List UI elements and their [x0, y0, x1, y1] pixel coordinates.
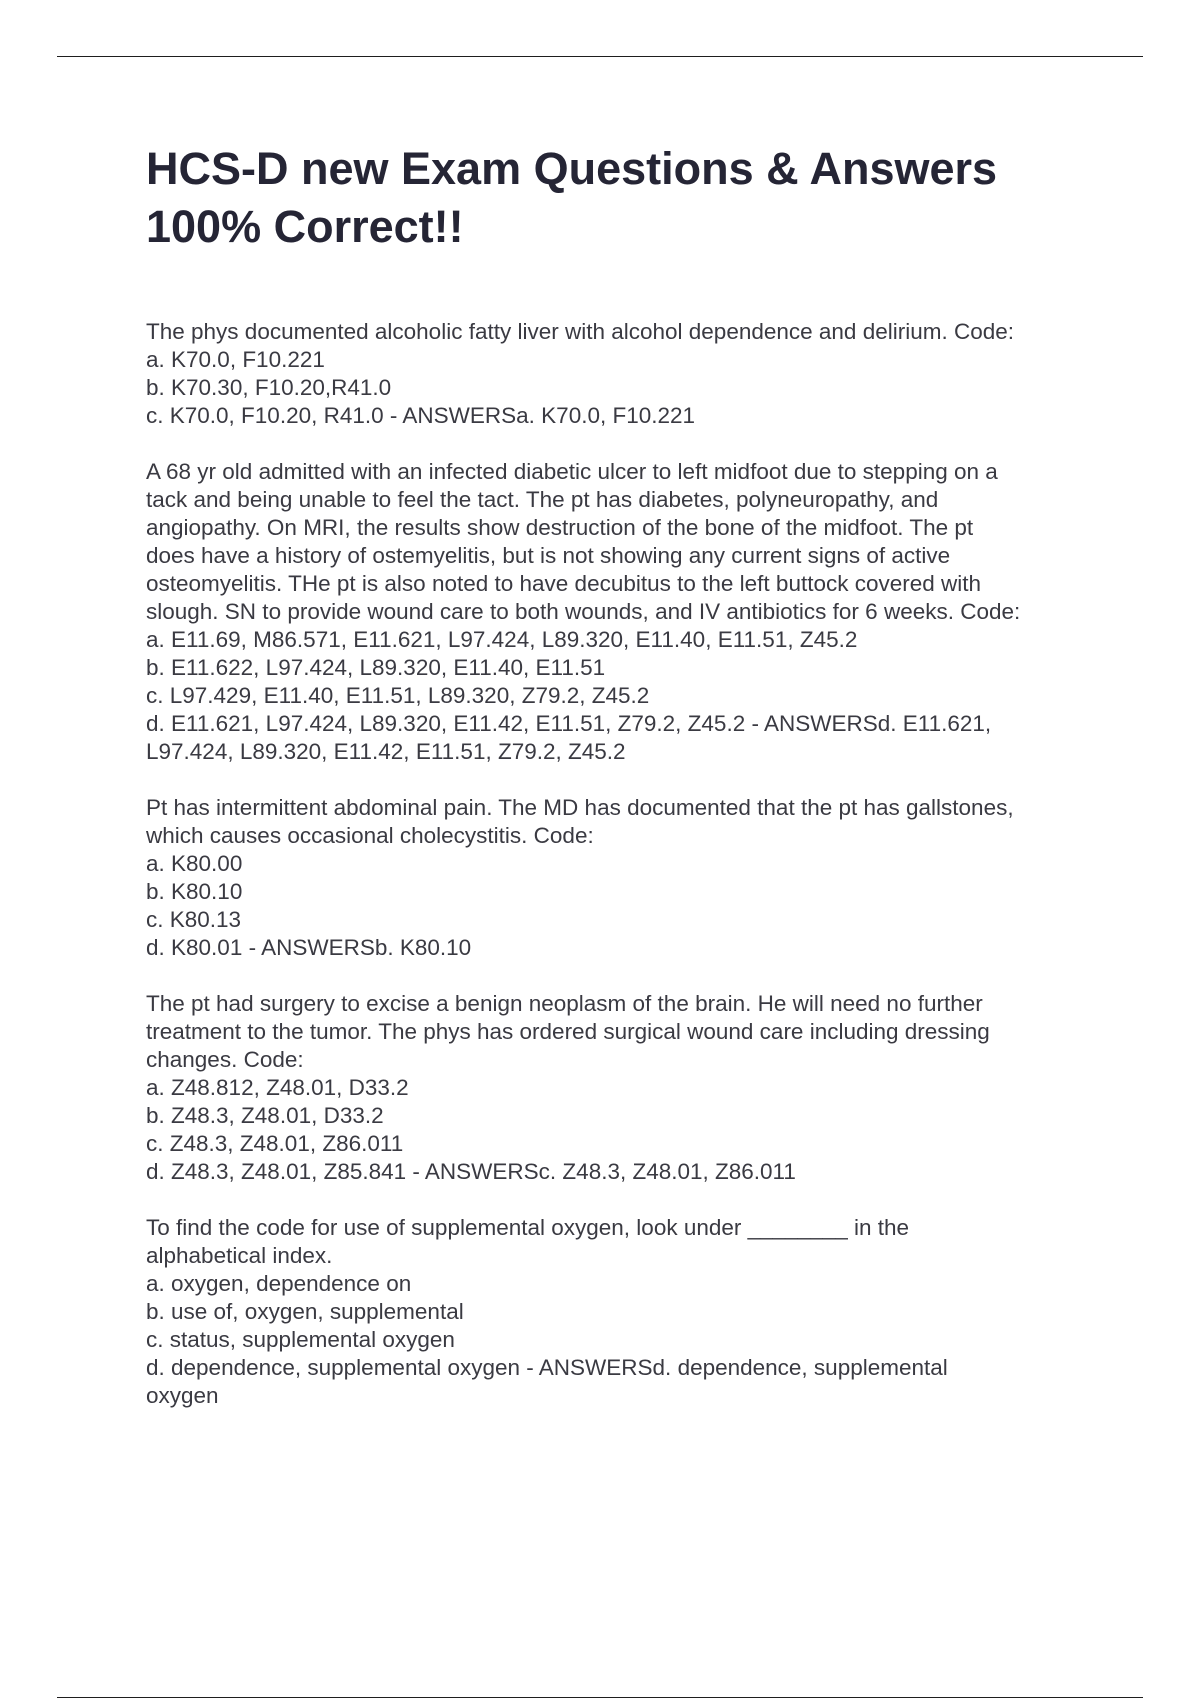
question-text: Pt has intermittent abdominal pain. The MD has documented that the pt has gallstones, [146, 795, 1014, 820]
answer-option: b. Z48.3, Z48.01, D33.2 [146, 1103, 384, 1128]
question-text: A 68 yr old admitted with an infected diabetic ulcer to left midfoot due to stepping on a [146, 459, 998, 484]
answer-option-with-answer: d. Z48.3, Z48.01, Z85.841 - ANSWERSc. Z48.3, Z48.01, Z86.011 [146, 1159, 796, 1184]
answer-option: b. K70.30, F10.20,R41.0 [146, 375, 392, 400]
question-text: tack and being unable to feel the tact. The pt has diabetes, polyneuropathy, and [146, 487, 939, 512]
answer-option: a. E11.69, M86.571, E11.621, L97.424, L89.320, E11.40, E11.51, Z45.2 [146, 627, 858, 652]
answer-option: b. E11.622, L97.424, L89.320, E11.40, E11.51 [146, 655, 606, 680]
question-text: which causes occasional cholecystitis. Code: [146, 823, 594, 848]
title-line: 100% Correct!! [146, 201, 464, 252]
answer-option: c. Z48.3, Z48.01, Z86.011 [146, 1131, 404, 1156]
question-block [146, 794, 1106, 962]
question-text: To find the code for use of supplemental oxygen, look under ________ in the [146, 1215, 910, 1240]
footer-rule [57, 1697, 1143, 1698]
answer-option: b. K80.10 [146, 879, 243, 904]
answer-option-with-answer: L97.424, L89.320, E11.42, E11.51, Z79.2, Z45.2 [146, 739, 626, 764]
answer-option: a. Z48.812, Z48.01, D33.2 [146, 1075, 409, 1100]
document-body [146, 140, 1106, 1438]
document-title [146, 140, 1106, 256]
question-block [146, 990, 1106, 1186]
answer-option-with-answer: oxygen [146, 1383, 219, 1408]
question-text: The phys documented alcoholic fatty liver with alcohol dependence and delirium. Code: [146, 319, 1015, 344]
answer-option: a. K80.00 [146, 851, 243, 876]
title-line: HCS-D new Exam Questions & Answers [146, 143, 998, 194]
question-block [146, 458, 1106, 766]
question-text: changes. Code: [146, 1047, 304, 1072]
answer-option-with-answer: d. K80.01 - ANSWERSb. K80.10 [146, 935, 472, 960]
header-rule [57, 56, 1143, 57]
answer-option: b. use of, oxygen, supplemental [146, 1299, 464, 1324]
question-text: does have a history of ostemyelitis, but is not showing any current signs of active [146, 543, 951, 568]
question-text: The pt had surgery to excise a benign neoplasm of the brain. He will need no further [146, 991, 983, 1016]
answer-option-with-answer: d. dependence, supplemental oxygen - ANSWERSd. dependence, supplemental [146, 1355, 948, 1380]
answer-option: c. status, supplemental oxygen [146, 1327, 455, 1352]
answer-option-with-answer: c. K70.0, F10.20, R41.0 - ANSWERSa. K70.0, F10.221 [146, 403, 696, 428]
question-block [146, 1214, 1106, 1410]
question-block [146, 318, 1106, 430]
question-text: angiopathy. On MRI, the results show destruction of the bone of the midfoot. The pt [146, 515, 974, 540]
question-text: treatment to the tumor. The phys has ordered surgical wound care including dressing [146, 1019, 990, 1044]
question-text: osteomyelitis. THe pt is also noted to have decubitus to the left buttock covered with [146, 571, 982, 596]
answer-option: c. K80.13 [146, 907, 242, 932]
answer-option: c. L97.429, E11.40, E11.51, L89.320, Z79.2, Z45.2 [146, 683, 650, 708]
answer-option-with-answer: d. E11.621, L97.424, L89.320, E11.42, E11.51, Z79.2, Z45.2 - ANSWERSd. E11.621, [146, 711, 992, 736]
question-text: slough. SN to provide wound care to both wounds, and IV antibiotics for 6 weeks. Code: [146, 599, 1021, 624]
answer-option: a. K70.0, F10.221 [146, 347, 325, 372]
answer-option: a. oxygen, dependence on [146, 1271, 412, 1296]
question-text: alphabetical index. [146, 1243, 333, 1268]
